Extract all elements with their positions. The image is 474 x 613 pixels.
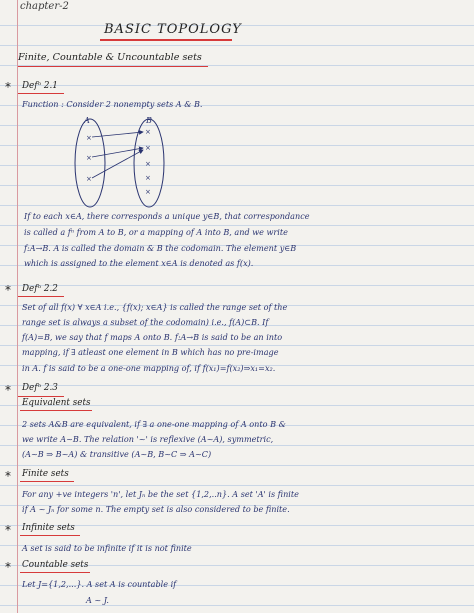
page-title: BASIC TOPOLOGY (104, 22, 242, 37)
heading-underline (20, 535, 80, 536)
star-icon: * (5, 469, 11, 483)
infinite-line: A set is said to be infinite if it is not finite (22, 543, 192, 553)
point: × (86, 175, 92, 183)
equivalent-sets-heading: Equivalent sets (22, 398, 91, 408)
function-line: Function : Consider 2 nonempty sets A & B. (22, 99, 203, 109)
point: × (145, 128, 151, 136)
arrow (92, 132, 143, 137)
set-a-ellipse (75, 119, 105, 207)
set-a-label: A (84, 115, 90, 125)
heading-underline (20, 572, 90, 573)
section-heading: Finite, Countable & Uncountable sets (18, 52, 202, 63)
finite-line: if A ~ Jₙ for some n. The empty set is also considered to be finite. (22, 504, 290, 514)
star-icon: * (5, 383, 11, 397)
def-2-2-line: range set is always a subset of the codomain) i.e., f(A)⊂B. If (22, 317, 269, 327)
star-icon: * (5, 283, 11, 297)
point: × (145, 160, 151, 168)
heading-underline (20, 481, 74, 482)
def-2-2-label: Defⁿ 2.2 (22, 284, 58, 294)
point: × (145, 144, 151, 152)
def-2-2-line: Set of all f(x) ∀ x∈A i.e., {f(x); x∈A} is called the range set of the (22, 302, 288, 312)
set-b-label: B (146, 115, 152, 125)
star-icon: * (5, 523, 11, 537)
equivalent-line: 2 sets A&B are equivalent, if ∃ a one-one mapping of A onto B & (22, 419, 286, 429)
star-icon: * (5, 80, 11, 94)
def-2-1-line: which is assigned to the element x∈A is denoted as f(x). (24, 258, 254, 268)
equivalent-line: (A~B ⇒ B~A) & transitive (A~B, B~C ⇒ A~C) (22, 449, 212, 459)
countable-line: Let J={1,2,...}. A set A is countable if (22, 579, 177, 589)
arrow (92, 148, 143, 157)
point: × (86, 154, 92, 162)
finite-line: For any +ve integers 'n', let Jₙ be the set {1,2,..n}. A set 'A' is finite (22, 489, 299, 499)
infinite-sets-heading: Infinite sets (22, 523, 75, 533)
def-2-1-line: If to each x∈A, there corresponds a unique y∈B, that correspondance (24, 211, 310, 221)
countable-sets-heading: Countable sets (22, 560, 89, 570)
point: × (145, 188, 151, 196)
heading-underline (20, 410, 92, 411)
arrow (92, 150, 143, 178)
def-2-3-label: Defⁿ 2.3 (22, 383, 58, 393)
def-2-2-line: f(A)=B, we say that f maps A onto B. f:A→B is said to be an into (22, 332, 283, 342)
star-icon: * (5, 560, 11, 574)
point: × (145, 174, 151, 182)
def-2-2-line: mapping, if ∃ atleast one element in B which has no pre-image (22, 347, 279, 357)
countable-line: A ~ J. (86, 595, 109, 605)
def-2-1-line: f:A→B. A is called the domain & B the codomain. The element y∈B (24, 243, 297, 253)
point: × (86, 134, 92, 142)
def-2-2-line: in A. f is said to be a one-one mapping of, if f(x₁)=f(x₂)⇒x₁=x₂. (22, 363, 276, 373)
def-2-1-label: Defⁿ 2.1 (22, 81, 58, 91)
finite-sets-heading: Finite sets (22, 469, 69, 479)
def-2-1-line: is called a fⁿ from A to B, or a mapping of A into B, and we write (24, 227, 288, 237)
equivalent-line: we write A~B. The relation '~' is reflexive (A~A), symmetric, (22, 434, 274, 444)
chapter-label: chapter-2 (20, 1, 69, 12)
